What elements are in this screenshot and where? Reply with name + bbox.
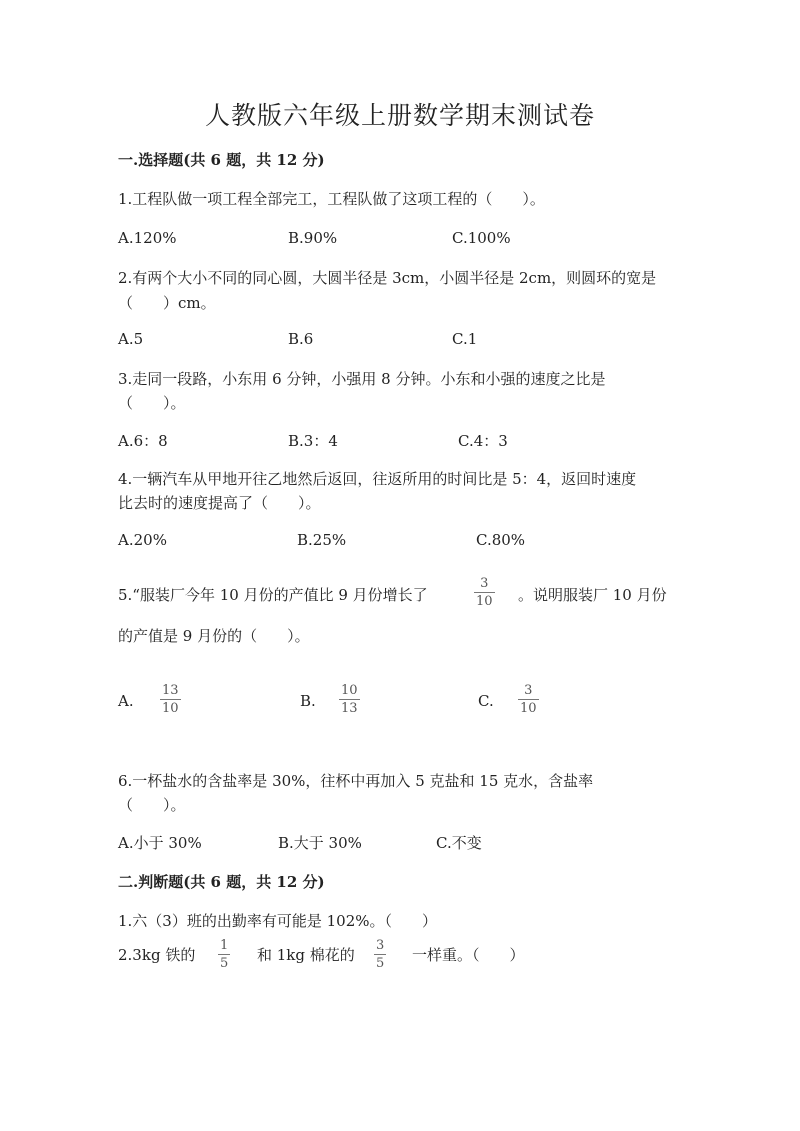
q3-option-a: A.6：8 (118, 432, 168, 450)
question-1-text: 1.工程队做一项工程全部完工，工程队做了这项工程的（ ）。 (118, 190, 545, 208)
section-heading-judgement: 二.判断题(共 6 题，共 12 分) (118, 873, 325, 891)
fraction-numerator: 13 (162, 683, 179, 698)
fraction-bar (339, 699, 360, 700)
question-5-line1-end: 。说明服装厂 10 月份 (518, 586, 667, 604)
fraction-denominator: 10 (520, 701, 537, 716)
q1-option-a: A.120% (118, 229, 177, 247)
fraction-denominator: 13 (341, 701, 358, 716)
q6-option-c: C.不变 (436, 834, 482, 852)
q3-option-b: B.3：4 (288, 432, 338, 450)
q5-option-b-label: B. (300, 692, 316, 710)
question-3-line1: 3.走同一段路，小东用 6 分钟，小强用 8 分钟。小东和小强的速度之比是 (118, 370, 606, 388)
q5-option-b-fraction (339, 684, 360, 715)
q2-option-c: C.1 (452, 330, 478, 348)
question-3-line2: （ ）。 (118, 394, 186, 412)
jq2-fraction-2 (374, 939, 386, 970)
q3-option-c: C.4：3 (458, 432, 508, 450)
q2-option-b: B.6 (288, 330, 314, 348)
fraction-denominator: 5 (376, 956, 385, 971)
judgement-question-2-part3: 一样重。（ ） (412, 946, 525, 964)
q6-option-a: A.小于 30% (118, 834, 202, 852)
fraction-denominator: 5 (220, 956, 229, 971)
fraction-bar (518, 699, 539, 700)
section-heading-choice: 一.选择题(共 6 题，共 12 分) (118, 151, 325, 169)
question-4-line1: 4.一辆汽车从甲地开往乙地然后返回，往返所用的时间比是 5：4，返回时速度 (118, 470, 637, 488)
fraction-bar (374, 954, 386, 955)
jq2-fraction-1 (218, 939, 230, 970)
q4-option-a: A.20% (118, 531, 167, 549)
fraction-denominator: 10 (476, 594, 493, 609)
question-6-line1: 6.一杯盐水的含盐率是 30%，往杯中再加入 5 克盐和 15 克水，含盐率 (118, 772, 594, 790)
question-6-line2: （ ）。 (118, 796, 186, 814)
judgement-question-1: 1.六（3）班的出勤率有可能是 102%。（ ） (118, 912, 438, 930)
q4-option-b: B.25% (297, 531, 347, 549)
q5-option-a-fraction (160, 684, 181, 715)
fraction-numerator: 1 (220, 938, 229, 953)
judgement-question-2-part2: 和 1kg 棉花的 (257, 946, 355, 964)
q1-option-c: C.100% (452, 229, 511, 247)
fraction-denominator: 10 (162, 701, 179, 716)
fraction-bar (160, 699, 181, 700)
q1-option-b: B.90% (288, 229, 338, 247)
q4-option-c: C.80% (476, 531, 526, 549)
q5-fraction (474, 577, 495, 608)
fraction-bar (474, 592, 495, 593)
q2-option-a: A.5 (118, 330, 144, 348)
question-2-line1: 2.有两个大小不同的同心圆，大圆半径是 3cm，小圆半径是 2cm，则圆环的宽是 (118, 269, 657, 287)
question-5-line2: 的产值是 9 月份的（ ）。 (118, 627, 310, 645)
q5-option-c-fraction (518, 684, 539, 715)
question-5-line1-start: 5.“服装厂今年 10 月份的产值比 9 月份增长了 (118, 586, 428, 604)
page-title: 人教版六年级上册数学期末测试卷 (204, 101, 595, 130)
q5-option-a-label: A. (118, 692, 134, 710)
fraction-bar (218, 954, 230, 955)
q5-option-c-label: C. (478, 692, 494, 710)
fraction-numerator: 3 (376, 938, 385, 953)
question-2-line2: （ ）cm。 (118, 294, 216, 312)
fraction-numerator: 10 (341, 683, 358, 698)
fraction-numerator: 3 (524, 683, 533, 698)
question-4-line2: 比去时的速度提高了（ ）。 (118, 494, 321, 512)
judgement-question-2-part1: 2.3kg 铁的 (118, 946, 196, 964)
fraction-numerator: 3 (480, 576, 489, 591)
q6-option-b: B.大于 30% (278, 834, 362, 852)
